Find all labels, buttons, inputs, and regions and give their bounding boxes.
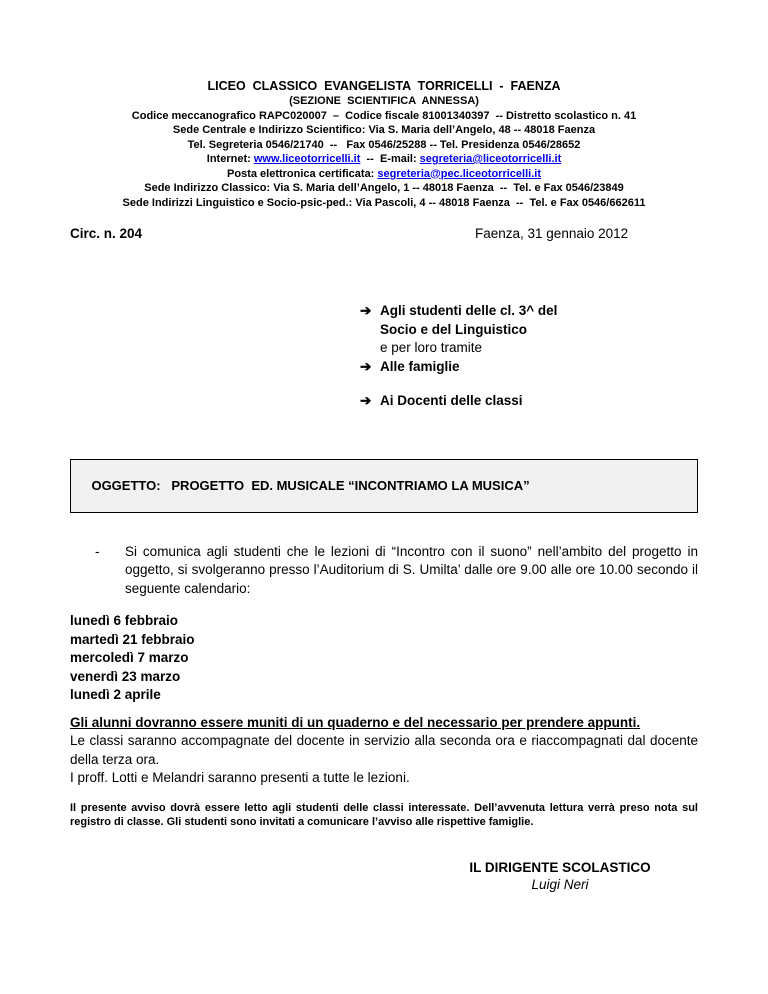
internet-label: Internet: [206, 153, 254, 165]
email-label: -- E-mail: [360, 153, 420, 165]
circular-meta-row [70, 226, 698, 244]
intro-text: Si comunica agli studenti che le lezioni di “Incontro con il suono” nell’ambito del progetto in oggetto, si svolgeranno presso l’Auditorium di S. Umilta’ dalle ore 9.00 alle ore 10.00 secondo il seguente calendario: [125, 543, 698, 596]
schedule-date: martedì 21 febbraio [70, 631, 195, 647]
subject-text: OGGETTO: PROGETTO ED. MUSICALE “INCONTRIAMO LA MUSICA” [91, 477, 530, 493]
recipient-students [360, 302, 698, 358]
recipients-spacer [360, 376, 698, 392]
email-link[interactable]: segreteria@liceotorricelli.it [419, 153, 562, 165]
intro-paragraph [70, 543, 698, 599]
address-linguistico-line: Sede Indirizzi Linguistico e Socio-psic-ped.: Via Pascoli, 4 -- 48018 Faenza -- Tel. e Fax 0546/662611 [122, 196, 646, 209]
recipient-families-label: Alle famiglie [380, 358, 460, 374]
codes-line: Codice meccanografico RAPC020007 – Codice fiscale 81001340397 -- Distretto scolastico n. 41 [131, 109, 637, 122]
internet-email-line [70, 152, 698, 167]
pec-label: Posta elettronica certificata: [227, 167, 378, 180]
recipient-teachers-label: Ai Docenti delle classi [380, 393, 523, 408]
recipients-block [360, 302, 698, 411]
list-dash: - [95, 543, 100, 559]
subject-box [70, 459, 698, 513]
website-link[interactable]: www.liceotorricelli.it [253, 153, 361, 165]
recipient-students-line2: Socio e del Linguistico [380, 321, 528, 337]
letterhead [70, 78, 698, 210]
school-name: LICEO CLASSICO EVANGELISTA TORRICELLI - FAENZA [207, 79, 561, 93]
signatory-name: Luigi Neri [531, 876, 589, 892]
accompany-paragraph: Le classi saranno accompagnate del docente in servizio alla seconda ora e riaccompagnati dal docente della terza ora. [70, 733, 698, 767]
pec-line [70, 167, 698, 182]
address-scientifico-line: Sede Centrale e Indirizzo Scientifico: Via S. Maria dell’Angelo, 48 -- 48018 Faenza [172, 124, 596, 136]
notice-paragraph: Il presente avviso dovrà essere letto agli studenti delle classi interessate. Dell’avvenuta lettura verrà preso nota sul registro di classe. Gli studenti sono invitati a comunicare l’avviso alle rispettive famiglie. [70, 801, 698, 828]
document-date: Faenza, 31 gennaio 2012 [475, 226, 629, 241]
schedule-date: mercoledì 7 marzo [70, 650, 189, 665]
signature-block [453, 859, 667, 893]
recipient-students-line3: e per loro tramite [380, 340, 483, 355]
arrow-bullet-icon: ➔ [360, 303, 372, 318]
schedule-list [70, 612, 698, 705]
schedule-date: venerdì 23 marzo [70, 668, 181, 684]
pec-email-link[interactable]: segreteria@pec.liceotorricelli.it [377, 167, 541, 180]
phones-line: Tel. Segreteria 0546/21740 -- Fax 0546/25288 -- Tel. Presidenza 0546/28652 [187, 138, 581, 151]
arrow-bullet-icon: ➔ [360, 358, 372, 374]
recipient-students-line1: Agli studenti delle cl. 3^ del [380, 303, 558, 318]
arrow-bullet-icon: ➔ [360, 393, 372, 408]
schedule-date: lunedì 2 aprile [70, 687, 161, 702]
schedule-date: lunedì 6 febbraio [70, 613, 179, 628]
signatory-title: IL DIRIGENTE SCOLASTICO [469, 859, 651, 875]
section-line: (SEZIONE SCIENTIFICA ANNESSA) [289, 95, 479, 107]
recipient-teachers [360, 392, 698, 411]
address-classico-line: Sede Indirizzo Classico: Via S. Maria dell’Angelo, 1 -- 48018 Faenza -- Tel. e Fax 0546/23849 [144, 182, 624, 194]
circular-number: Circ. n. 204 [70, 226, 143, 241]
recipient-families [360, 358, 698, 377]
materials-note: Gli alunni dovranno essere muniti di un quaderno e del necessario per prendere appunti. [70, 714, 641, 730]
teachers-paragraph: I proff. Lotti e Melandri saranno presenti a tutte le lezioni. [70, 770, 410, 785]
